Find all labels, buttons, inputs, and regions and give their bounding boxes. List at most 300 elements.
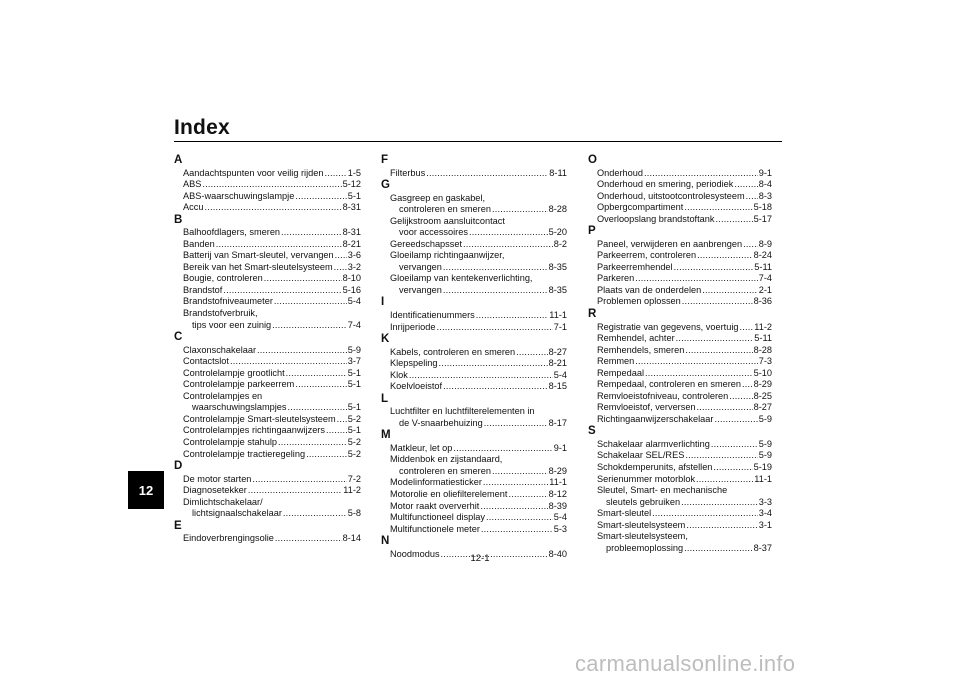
dot-leader <box>248 485 342 497</box>
dot-leader <box>326 425 347 437</box>
index-entry-page: 5-9 <box>347 344 361 355</box>
index-entry-text: Brandstofniveaumeter <box>183 296 273 307</box>
index-letter-heading: M <box>381 429 391 442</box>
index-entry-first-line: Smart-sleutelsysteem, <box>597 531 688 542</box>
index-entry-text: controleren en smeren <box>399 204 491 215</box>
dot-leader <box>281 227 342 239</box>
dot-leader <box>436 322 552 334</box>
index-entry-text: Banden <box>183 238 215 249</box>
index-entry-text: tips voor een zuinig <box>192 319 272 330</box>
index-entry-text: Claxonschakelaar <box>183 344 257 355</box>
index-entry-page: 8-12 <box>548 489 567 500</box>
index-entry-page: 8-21 <box>342 238 361 249</box>
index-entry-page: 8-17 <box>548 417 567 428</box>
dot-leader <box>216 239 342 251</box>
index-entry-first-line: Gloeilamp van kentekenverlichting, <box>390 273 533 284</box>
index-entry <box>174 425 361 437</box>
dot-leader <box>324 168 346 180</box>
index-entry <box>174 273 361 285</box>
index-letter-heading: F <box>381 154 389 166</box>
dot-leader <box>283 508 347 520</box>
dot-leader <box>729 391 752 403</box>
index-entry-page: 5-1 <box>347 367 361 378</box>
index-entry-text: Schokdemperunits, afstellen <box>597 462 713 473</box>
index-entry <box>588 402 772 414</box>
dot-leader <box>469 227 548 239</box>
index-entry <box>174 508 361 520</box>
index-entry <box>381 477 567 489</box>
index-letter-heading: O <box>588 154 597 166</box>
index-entry-page: 3-7 <box>347 356 361 367</box>
index-entry-page: 5-2 <box>347 436 361 447</box>
dot-leader <box>644 168 758 180</box>
index-entry-page: 5-4 <box>553 512 567 523</box>
index-entry-page: 5-1 <box>347 425 361 436</box>
index-entry-text: Onderhoud en smering, periodiek <box>597 179 734 190</box>
index-entry <box>381 168 567 180</box>
dot-leader <box>652 508 758 520</box>
index-entry-text: Gereedschapsset <box>390 238 463 249</box>
index-entry <box>381 489 567 501</box>
index-entry-text: Parkeerremhendel <box>597 261 673 272</box>
index-entry-page: 8-39 <box>548 500 567 511</box>
index-entry-text: Controlelampje parkeerrem <box>183 379 295 390</box>
index-entry <box>588 356 772 368</box>
index-entry-text: Smart-sleutel <box>597 508 652 519</box>
index-entry-page: 9-1 <box>553 442 567 453</box>
dot-leader <box>676 333 754 345</box>
index-entry <box>174 368 361 380</box>
index-entry <box>174 345 361 357</box>
index-entry-page: 11-1 <box>549 309 567 320</box>
index-entry <box>588 191 772 203</box>
index-entry-text: Opbergcompartiment <box>597 202 684 213</box>
index-column-2 <box>381 154 567 560</box>
index-letter-heading: A <box>174 154 183 166</box>
index-entry-page: 3-6 <box>347 250 361 261</box>
index-letter-heading: K <box>381 333 390 346</box>
index-entry-text: Parkeerrem, controleren <box>597 250 697 261</box>
index-letter-heading: C <box>174 331 183 344</box>
index-entry-page: 11-2 <box>754 321 772 332</box>
index-entry-page: 8-29 <box>548 465 567 476</box>
index-entry-text: Problemen oplossen <box>597 296 681 307</box>
index-entry-page: 8-29 <box>753 379 772 390</box>
index-entry-text: Diagnosetekker <box>183 485 247 496</box>
dot-leader <box>272 320 347 332</box>
index-column-3 <box>588 154 772 554</box>
index-entry <box>588 202 772 214</box>
index-entry <box>381 466 567 478</box>
index-entry-text: Inrijperiode <box>390 321 436 332</box>
dot-leader <box>516 347 547 359</box>
index-entry <box>174 356 361 368</box>
index-entry-text: Filterbus <box>390 167 426 178</box>
dot-leader <box>426 168 548 180</box>
index-entry <box>174 179 361 191</box>
index-entry-page: 7-2 <box>347 473 361 484</box>
index-entry-text: Serienummer motorblok <box>597 473 696 484</box>
dot-leader <box>484 418 548 430</box>
dot-leader <box>742 379 753 391</box>
dot-leader <box>295 379 346 391</box>
index-entry <box>174 402 361 414</box>
index-entry-text: lichtsignaalschakelaar <box>192 508 282 519</box>
index-entry-first-line: Middenbok en zijstandaard, <box>390 454 503 465</box>
index-entry-text: Onderhoud, uitstootcontrolesysteem <box>597 190 745 201</box>
index-entry-text: Contactslot <box>183 356 229 367</box>
index-entry-page: 7-4 <box>347 319 361 330</box>
index-entry <box>174 474 361 486</box>
index-entry <box>174 202 361 214</box>
index-entry <box>174 533 361 545</box>
index-entry-text: Remmen <box>597 356 635 367</box>
index-entry-text: Noodmodus <box>390 548 440 559</box>
index-entry-text: Motorolie en oliefilterelement <box>390 489 508 500</box>
index-entry <box>381 227 567 239</box>
index-entry-text: Parkeren <box>597 273 635 284</box>
index-entry-text: voor accessoires <box>399 227 468 238</box>
index-entry-page: 8-14 <box>342 533 361 544</box>
index-entry <box>174 379 361 391</box>
dot-leader <box>685 450 757 462</box>
index-entry-page: 5-20 <box>548 227 567 238</box>
index-entry-text: controleren en smeren <box>399 465 491 476</box>
dot-leader <box>275 533 342 545</box>
index-entry-text: Brandstof <box>183 284 223 295</box>
index-entry-text: Controlelampje stahulp <box>183 436 277 447</box>
dot-leader <box>743 239 758 251</box>
index-entry <box>588 520 772 532</box>
index-entry-page: 8-36 <box>753 296 772 307</box>
index-entry-page: 3-1 <box>758 519 772 530</box>
index-entry <box>588 379 772 391</box>
index-entry-text: Kabels, controleren en smeren <box>390 346 516 357</box>
index-letter-heading: G <box>381 179 390 192</box>
dot-leader <box>697 250 753 262</box>
index-entry-page: 8-28 <box>753 344 772 355</box>
index-entry-page: 5-2 <box>347 413 361 424</box>
index-entry <box>588 345 772 357</box>
index-entry-text: Registratie van gegevens, voertuig <box>597 321 739 332</box>
index-letter-heading: E <box>174 519 182 532</box>
index-entry <box>174 285 361 297</box>
index-entry <box>381 418 567 430</box>
index-entry-text: Controlelampjes richtingaanwijzers <box>183 425 325 436</box>
index-entry-page: 8-31 <box>342 202 361 213</box>
index-entry-text: Richtingaanwijzerschakelaar <box>597 413 714 424</box>
index-entry-page: 5-19 <box>753 462 772 473</box>
index-entry-page: 7-4 <box>758 273 772 284</box>
dot-leader <box>635 273 757 285</box>
index-entry <box>588 508 772 520</box>
index-entry-first-line: Gelijkstroom aansluitcontact <box>390 215 505 226</box>
dot-leader <box>685 345 752 357</box>
index-entry-page: 5-8 <box>347 508 361 519</box>
index-entry <box>588 273 772 285</box>
index-letter-heading: S <box>588 425 596 438</box>
dot-leader <box>476 310 549 322</box>
index-entry <box>588 391 772 403</box>
index-entry-page: 8-15 <box>548 381 567 392</box>
dot-leader <box>286 368 347 380</box>
index-entry <box>174 239 361 251</box>
dot-leader <box>443 285 548 297</box>
index-entry <box>381 358 567 370</box>
index-entry-text: Schakelaar SEL/RES <box>597 450 685 461</box>
dot-leader <box>684 202 752 214</box>
index-entry <box>174 227 361 239</box>
dot-leader <box>306 449 347 461</box>
dot-leader <box>335 250 347 262</box>
index-entry-page: 5-11 <box>754 333 772 344</box>
index-entry <box>381 285 567 297</box>
index-entry-page: 5-1 <box>347 190 361 201</box>
dot-leader <box>714 414 757 426</box>
index-entry-text: ABS-waarschuwingslampje <box>183 190 295 201</box>
index-entry <box>588 368 772 380</box>
index-entry <box>381 512 567 524</box>
index-letter-heading: L <box>381 392 389 405</box>
index-entry-text: Klepspeling <box>390 358 438 369</box>
dot-leader <box>696 474 753 486</box>
index-entry <box>588 168 772 180</box>
dot-leader <box>635 356 757 368</box>
index-entry <box>174 296 361 308</box>
dot-leader <box>681 497 758 509</box>
index-entry-page: 5-9 <box>758 450 772 461</box>
index-entry-page: 8-37 <box>753 542 772 553</box>
index-entry <box>588 439 772 451</box>
index-letter-heading: P <box>588 225 596 238</box>
index-entry-page: 8-9 <box>758 238 772 249</box>
index-entry-text: Motor raakt oververhit <box>390 500 480 511</box>
index-entry-text: Remhendels, smeren <box>597 344 685 355</box>
index-entry-first-line: Sleutel, Smart- en mechanische <box>597 485 728 496</box>
index-entry-text: Eindoverbrengingsolie <box>183 533 274 544</box>
index-entry-text: probleemoplossing <box>606 542 684 553</box>
index-entry-text: Controlelampje Smart-sleutelsysteem <box>183 413 336 424</box>
index-entry-text: Overloopslang brandstoftank <box>597 213 715 224</box>
index-letter-heading: R <box>588 308 597 321</box>
dot-leader <box>257 345 347 357</box>
index-entry-page: 11-1 <box>754 473 772 484</box>
index-entry-first-line: Gloeilamp richtingaanwijzer, <box>390 250 505 261</box>
index-entry-page: 8-28 <box>548 204 567 215</box>
index-entry <box>174 168 361 180</box>
index-entry-text: Multifunctionele meter <box>390 523 480 534</box>
index-letter-heading: D <box>174 460 183 473</box>
page-title: Index <box>174 116 230 139</box>
dot-leader <box>682 296 753 308</box>
index-entry-page: 3-4 <box>758 508 772 519</box>
index-entry-page: 5-11 <box>754 261 772 272</box>
index-entry-text: Rempedaal <box>597 367 644 378</box>
index-entry-text: de V-snaarbehuizing <box>399 417 483 428</box>
index-entry <box>174 320 361 332</box>
index-entry <box>174 191 361 203</box>
index-entry-text: vervangen <box>399 284 442 295</box>
index-entry <box>381 239 567 251</box>
dot-leader <box>230 356 347 368</box>
index-entry <box>381 310 567 322</box>
index-entry-page: 5-2 <box>347 448 361 459</box>
dot-leader <box>746 191 758 203</box>
index-entry <box>588 250 772 262</box>
index-column-1 <box>174 154 361 545</box>
index-entry-text: Bereik van het Smart-sleutelsysteem <box>183 261 333 272</box>
dot-leader <box>734 179 757 191</box>
index-entry-page: 8-35 <box>548 261 567 272</box>
dot-leader <box>443 262 548 274</box>
index-entry <box>588 450 772 462</box>
title-divider <box>174 141 782 142</box>
index-entry-page: 9-1 <box>758 167 772 178</box>
page-number: 12-1 <box>470 553 490 564</box>
index-entry-text: vervangen <box>399 261 442 272</box>
dot-leader <box>278 437 347 449</box>
index-entry <box>174 485 361 497</box>
index-entry-text: Aandachtspunten voor veilig rijden <box>183 167 324 178</box>
index-entry-page: 5-9 <box>758 438 772 449</box>
index-entry <box>588 262 772 274</box>
dot-leader <box>264 273 342 285</box>
index-entry-first-line: Dimlichtschakelaar/ <box>183 496 263 507</box>
index-entry-text: Klok <box>390 369 408 380</box>
index-entry-text: Balhoofdlagers, smeren <box>183 227 281 238</box>
dot-leader <box>295 191 346 203</box>
index-entry-page: 5-1 <box>347 379 361 390</box>
index-entry <box>588 285 772 297</box>
dot-leader <box>508 489 547 501</box>
index-entry <box>588 214 772 226</box>
dot-leader <box>204 202 341 214</box>
index-entry-text: Controlelampje tractieregeling <box>183 448 306 459</box>
index-entry-page: 3-3 <box>758 496 772 507</box>
index-entry <box>588 462 772 474</box>
dot-leader <box>443 381 548 393</box>
index-entry-text: sleutels gebruiken <box>606 496 681 507</box>
index-entry-text: Rempedaal, controleren en smeren <box>597 379 742 390</box>
index-entry-text: De motor starten <box>183 473 252 484</box>
dot-leader <box>713 462 752 474</box>
dot-leader <box>697 402 753 414</box>
index-entry-text: Batterij van Smart-sleutel, vervangen <box>183 250 334 261</box>
index-entry <box>174 262 361 274</box>
index-entry-text: Modelinformatiesticker <box>390 477 482 488</box>
index-entry-page: 7-3 <box>758 356 772 367</box>
index-entry <box>381 381 567 393</box>
dot-leader <box>202 179 341 191</box>
index-entry-page: 11-2 <box>343 485 361 496</box>
index-entry-first-line: Gasgreep en gaskabel, <box>390 192 486 203</box>
index-entry-text: Paneel, verwijderen en aanbrengen <box>597 238 743 249</box>
dot-leader <box>645 368 753 380</box>
index-entry-text: Bougie, controleren <box>183 273 263 284</box>
index-entry-text: Remvloeistofniveau, controleren <box>597 390 729 401</box>
index-entry <box>381 204 567 216</box>
index-entry-page: 5-4 <box>347 296 361 307</box>
index-entry <box>588 239 772 251</box>
index-entry-page: 5-4 <box>553 369 567 380</box>
index-entry-page: 5-10 <box>753 367 772 378</box>
dot-leader <box>483 477 548 489</box>
index-entry <box>174 437 361 449</box>
index-entry-page: 5-17 <box>753 213 772 224</box>
index-entry <box>381 524 567 536</box>
index-entry-page: 8-35 <box>548 284 567 295</box>
index-entry-page: 2-1 <box>758 284 772 295</box>
index-entry <box>381 262 567 274</box>
index-entry-page: 11-1 <box>549 477 567 488</box>
index-entry-page: 8-27 <box>548 346 567 357</box>
index-entry-page: 5-18 <box>753 202 772 213</box>
index-entry <box>588 179 772 191</box>
index-entry-text: Plaats van de onderdelen <box>597 284 702 295</box>
index-entry-text: Multifunctioneel display <box>390 512 485 523</box>
index-entry-first-line: Brandstofverbruik, <box>183 308 258 319</box>
index-entry-page: 8-4 <box>758 179 772 190</box>
index-entry-page: 5-9 <box>758 413 772 424</box>
dot-leader <box>439 358 548 370</box>
index-entry-text: ABS <box>183 179 202 190</box>
dot-leader <box>486 512 553 524</box>
index-entry-text: waarschuwingslampjes <box>192 402 287 413</box>
index-entry-text: Matkleur, let op <box>390 442 453 453</box>
dot-leader <box>686 520 757 532</box>
index-entry-text: Onderhoud <box>597 167 643 178</box>
index-entry-text: Schakelaar alarmverlichting <box>597 438 710 449</box>
dot-leader <box>715 214 752 226</box>
dot-leader <box>287 402 346 414</box>
index-entry-page: 5-16 <box>342 284 361 295</box>
index-entry-page: 8-11 <box>549 167 567 178</box>
index-entry-page: 3-2 <box>347 261 361 272</box>
index-entry-page: 8-3 <box>758 190 772 201</box>
index-entry-first-line: Controlelampjes en <box>183 390 263 401</box>
dot-leader <box>274 296 347 308</box>
index-entry <box>381 347 567 359</box>
index-entry-page: 5-12 <box>342 179 361 190</box>
index-letter-heading: I <box>381 296 385 309</box>
index-entry-page: 8-40 <box>548 548 567 559</box>
dot-leader <box>409 370 553 382</box>
index-entry-page: 8-25 <box>753 390 772 401</box>
index-entry <box>588 322 772 334</box>
dot-leader <box>739 322 753 334</box>
index-entry-page: 8-10 <box>342 273 361 284</box>
index-entry-page: 5-3 <box>553 523 567 534</box>
index-entry <box>174 414 361 426</box>
index-letter-heading: N <box>381 535 390 548</box>
index-entry <box>588 497 772 509</box>
index-entry <box>381 370 567 382</box>
index-entry-page: 7-1 <box>553 321 567 332</box>
index-entry <box>174 250 361 262</box>
index-entry <box>588 474 772 486</box>
index-entry <box>588 414 772 426</box>
dot-leader <box>481 524 553 536</box>
index-entry-page: 8-24 <box>753 250 772 261</box>
index-letter-heading: B <box>174 213 183 226</box>
index-entry-text: Smart-sleutelsysteem <box>597 519 686 530</box>
dot-leader <box>453 443 552 455</box>
index-entry <box>588 333 772 345</box>
dot-leader <box>492 204 548 216</box>
dot-leader <box>463 239 553 251</box>
dot-leader <box>334 262 347 274</box>
index-entry <box>381 443 567 455</box>
